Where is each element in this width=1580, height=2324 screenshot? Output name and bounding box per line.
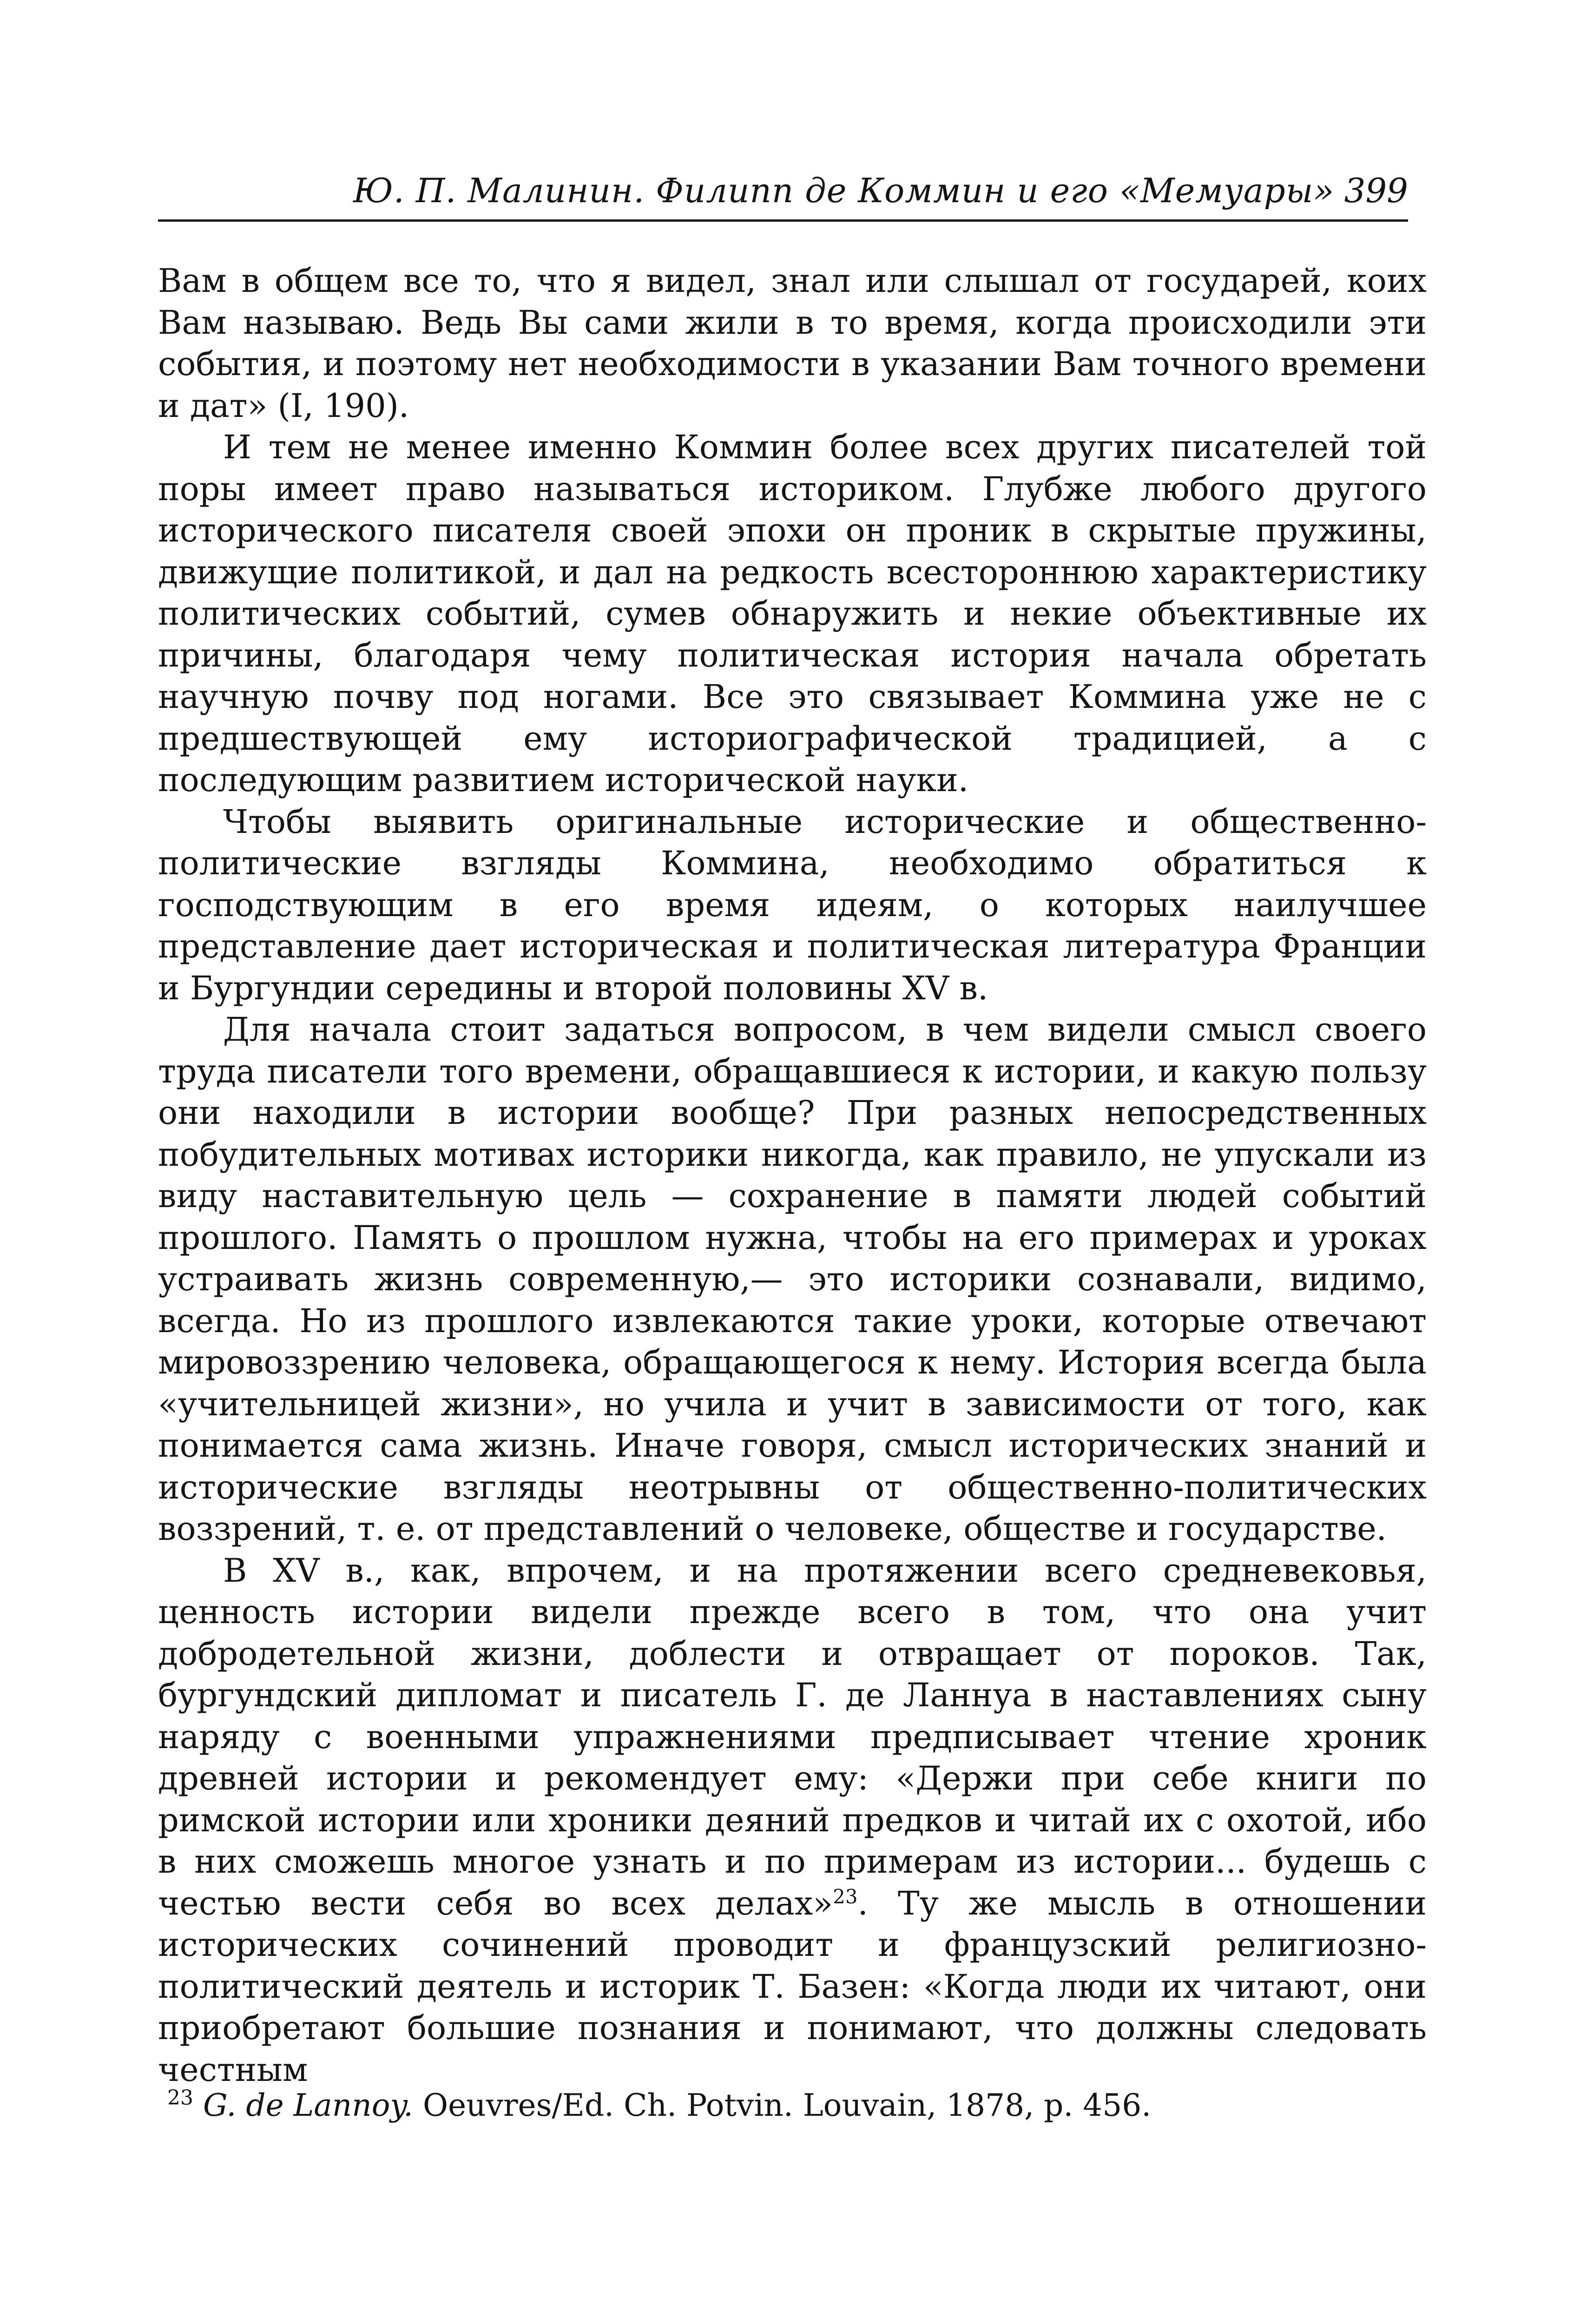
paragraph: И тем не менее именно Коммин более всех других писателей той поры имеет право называться историком. Глубже любого другого исторического писателя своей эпохи он проник в скрытые пружины, движущие политикой, и дал на редкость всестороннюю характеристику политических событий, сумев обнаружить и некие объективные их причины, благодаря чему политическая история начала обретать научную почву под ногами. Все это связывает Коммина уже не с предшествующей ему историографической традицией, а с последующим развитием исторической науки. (158, 428, 1427, 799)
footnote-text: Oeuvres/Ed. Ch. Potvin. Louvain, 1878, p. 456. (423, 2087, 1152, 2123)
paragraph (158, 1550, 1427, 2091)
footnote-author: G. de Lannoy. (203, 2087, 414, 2123)
running-title: Ю. П. Малинин. Филипп де Коммин и его «Мемуары» (353, 171, 1335, 210)
running-head (158, 165, 1408, 216)
footnote (158, 2085, 1366, 2130)
footnote-reference[interactable]: 23 (833, 1885, 858, 1908)
main-text (158, 260, 1427, 2091)
footnote-number: 23 (167, 2086, 193, 2110)
page-number: 399 (1344, 171, 1408, 210)
header-rule (158, 219, 1408, 222)
paragraph: Чтобы выявить оригинальные исторические и общественно-политические взгляды Коммина, необходимо обратиться к господствующим в его время идеям, о которых наилучшее представление дает историческая и политическая литература Франции и Бургундии середины и второй половины XV в. (158, 802, 1427, 1007)
paragraph: Для начала стоит задаться вопросом, в чем видели смысл своего труда писатели того времени, обращавшиеся к истории, и какую пользу они находили в истории вообще? При разных непосредственных побудительных мотивах историки никогда, как правило, не упускали из виду наставительную цель — сохранение в памяти людей событий прошлого. Память о прошлом нужна, чтобы на его примерах и уроках устраивать жизнь современную,— это историки сознавали, видимо, всегда. Но из прошлого извлекаются такие уроки, которые отвечают мировоззрению человека, обращающегося к нему. История всегда была «учительницей жизни», но учила и учит в зависимости от того, как понимается сама жизнь. Иначе говоря, смысл исторических знаний и исторические взгляды неотрывны от общественно-политических воззрений, т. е. от представлений о человеке, обществе и государстве. (158, 1010, 1427, 1548)
paragraph-text: В XV в., как, впрочем, и на протяжении всего средневековья, ценность истории видели прежде всего в том, что она учит добродетельной жизни, доблести и отвращает от пороков. Так, бургундский дипломат и писатель Г. де Ланнуа в наставлениях сыну наряду с военными упражнениями предписывает чтение хроник древней истории и рекомендует ему: «Держи при себе книги по римской истории или хроники деяний предков и читай их с охотой, ибо в них сможешь многое узнать и по примерам из истории... будешь с честью вести себя во всех делах» (158, 1551, 1427, 1922)
paragraph-text: . Ту же мысль в отношении исторических сочинений проводит и французский религиозно-политический деятель и историк Т. Базен: «Когда люди их читают, они приобретают большие познания и понимают, что должны следовать честным (158, 1884, 1427, 2089)
paragraph: Вам в общем все то, что я видел, знал или слышал от государей, коих Вам называю. Ведь Вы сами жили в то время, когда происходили эти события, и поэтому нет необходимости в указании Вам точного времени и дат» (I, 190). (158, 262, 1427, 425)
